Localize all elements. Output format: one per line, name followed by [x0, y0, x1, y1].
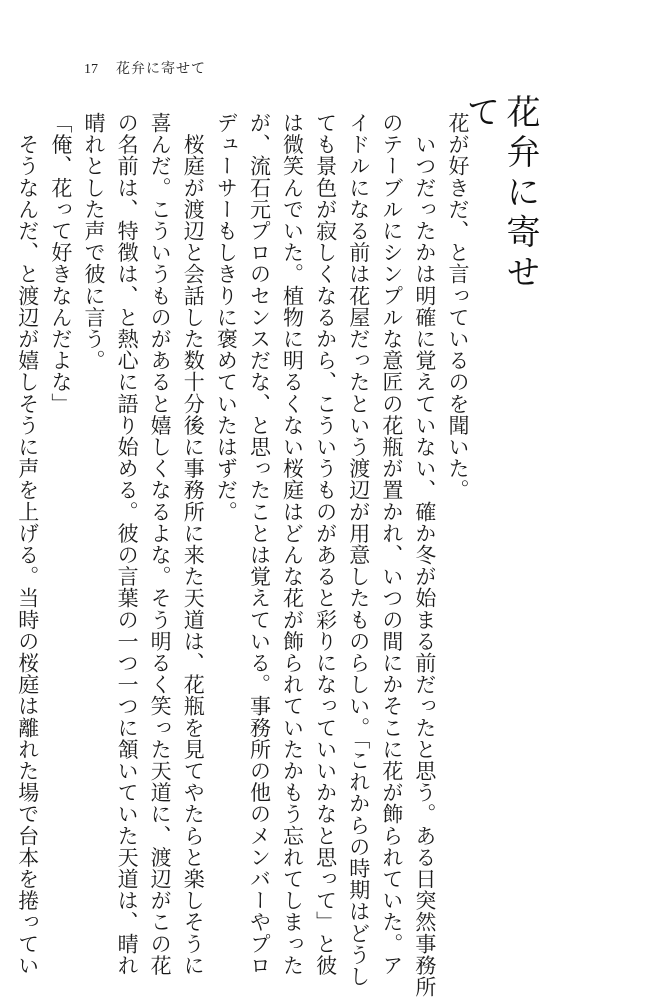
text-column: いつだったかは明確に覚えていない、確か冬が始まる前だったと思う。ある日突然事務所 [412, 112, 437, 998]
text-column: のテーブルにシンプルな意匠の花瓶が置かれ、いつの間にかそこに花が飾られていた。ア [379, 112, 404, 976]
text-column: は微笑んでいた。植物に明るくない桜庭はどんな花が飾られていたかもう忘れてしまった [280, 112, 305, 976]
body-text [15, 112, 474, 998]
text-column: デューサーもしきりに褒めていたはずだ。 [214, 112, 239, 523]
running-title: 花弁に寄せて [116, 61, 206, 77]
text-column: の名前は、特徴は、と熱心に語り始める。彼の言葉の一つ一つに頷いていた天道は、晴れ [115, 112, 140, 976]
text-column: イドルになる前は花屋だったという渡辺が用意したものらしい。「これからの時期はどうし [346, 112, 371, 988]
text-column: 晴れとした声で彼に言う。 [81, 112, 106, 372]
text-column: そうなんだ、と渡辺が嬉しそうに声を上げる。当時の桜庭は離れた場で台本を捲ってい [15, 112, 40, 976]
text-column: 花が好きだ、と言っているのを聞いた。 [446, 112, 470, 501]
text-column: 喜んだ。こういうものがあると嬉しくなるよな。そう明るく笑った天道に、渡辺がこの花 [148, 112, 173, 976]
text-column: ても景色が寂しくなるから、こういうものがあると彩りになっていいかなと思って」と彼 [313, 112, 338, 976]
text-column: 「俺、花って好きなんだよな」 [48, 112, 73, 415]
chapter-title: 花弁に寄せて [460, 94, 540, 294]
running-header [84, 58, 206, 78]
page-number: 17 [84, 62, 98, 77]
text-column: 桜庭が渡辺と会話した数十分後に事務所に来た天道は、花瓶を見てやたらと楽しそうに [181, 112, 206, 976]
text-column: が、流石元プロのセンスだな、と思ったことは覚えている。事務所の他のメンバーやプロ [247, 112, 272, 976]
